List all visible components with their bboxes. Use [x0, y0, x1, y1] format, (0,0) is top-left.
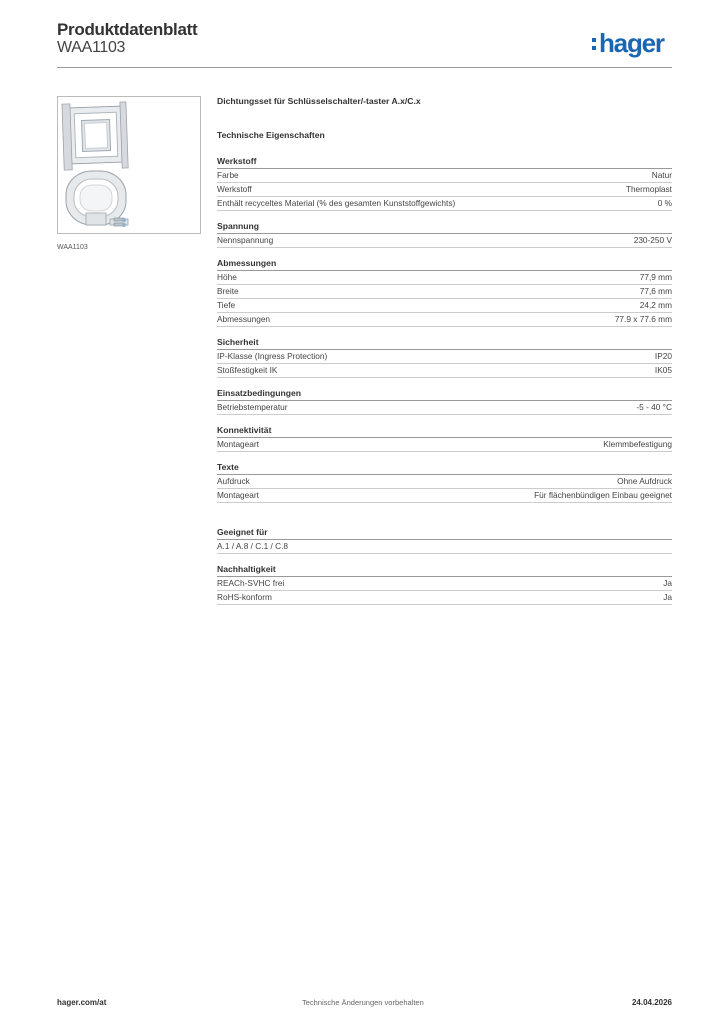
section-title: Werkstoff — [217, 155, 672, 169]
property-row — [217, 401, 672, 415]
property-value: 77,9 mm — [639, 272, 672, 282]
property-value: 230-250 V — [633, 235, 672, 245]
section-texte — [217, 461, 672, 503]
technical-properties-heading: Technische Eigenschaften — [217, 130, 325, 140]
property-value: Natur — [651, 170, 672, 180]
property-row — [217, 475, 672, 489]
property-label: Höhe — [217, 272, 237, 282]
property-label: Montageart — [217, 490, 259, 500]
footer-date: 24.04.2026 — [631, 998, 672, 1007]
section-title: Abmessungen — [217, 257, 672, 271]
property-row — [217, 591, 672, 605]
property-label: Stoßfestigkeit IK — [217, 365, 278, 375]
property-row — [217, 183, 672, 197]
section-title: Sicherheit — [217, 336, 672, 350]
image-caption: WAA1103 — [57, 244, 88, 251]
property-row — [217, 234, 672, 248]
product-image — [57, 96, 201, 234]
page-title: Produktdatenblatt — [57, 20, 198, 39]
property-value: Ja — [663, 592, 672, 602]
section-title: Geeignet für — [217, 526, 672, 540]
section-sicherheit — [217, 336, 672, 378]
section-title: Konnektivität — [217, 424, 672, 438]
footer-website: hager.com/at — [57, 998, 107, 1007]
article-number: WAA1103 — [57, 39, 126, 56]
hager-logo — [592, 28, 664, 58]
section-nachhaltigkeit — [217, 563, 672, 605]
property-value: -5 - 40 °C — [636, 402, 672, 412]
section-title: Einsatzbedingungen — [217, 387, 672, 401]
property-label: Farbe — [217, 170, 239, 180]
round-gasket — [66, 171, 126, 225]
property-label: REACh-SVHC frei — [217, 578, 285, 588]
property-value: IP20 — [654, 351, 672, 361]
property-row — [217, 489, 672, 503]
section-title: Nachhaltigkeit — [217, 563, 672, 577]
property-label: Tiefe — [217, 300, 236, 310]
property-label: Betriebstemperatur — [217, 402, 288, 412]
property-label: A.1 / A.8 / C.1 / C.8 — [217, 541, 289, 551]
header-divider — [57, 67, 672, 68]
property-row — [217, 350, 672, 364]
section-abmessungen — [217, 257, 672, 327]
property-value: 0 % — [657, 198, 672, 208]
section-geeignet-fuer — [217, 526, 672, 554]
property-value: Thermoplast — [625, 184, 672, 194]
property-row — [217, 364, 672, 378]
gasket-set-illustration — [58, 97, 200, 233]
section-werkstoff — [217, 155, 672, 211]
footer-note: Technische Änderungen vorbehalten — [302, 998, 424, 1007]
section-einsatzbedingungen — [217, 387, 672, 415]
product-name: Dichtungsset für Schlüsselschalter/-taster A.x/C.x — [217, 96, 421, 106]
property-row — [217, 540, 672, 554]
property-value: 24,2 mm — [639, 300, 672, 310]
property-value: Ja — [663, 578, 672, 588]
property-row — [217, 438, 672, 452]
property-value: Für flächenbündigen Einbau geeignet — [534, 490, 672, 500]
section-konnektivitaet — [217, 424, 672, 452]
property-value: 77.9 x 77.6 mm — [614, 314, 672, 324]
section-spannung — [217, 220, 672, 248]
property-row — [217, 313, 672, 327]
section-title: Texte — [217, 461, 672, 475]
property-label: Breite — [217, 286, 239, 296]
property-label: Enthält recyceltes Material (% des gesamten Kunststoffgewichts) — [217, 198, 456, 208]
property-row — [217, 271, 672, 285]
property-value: Ohne Aufdruck — [617, 476, 672, 486]
square-gasket — [62, 102, 128, 170]
property-row — [217, 169, 672, 183]
property-row — [217, 285, 672, 299]
property-value: Klemmbefestigung — [603, 439, 672, 449]
property-value: IK05 — [654, 365, 672, 375]
property-value: 77,6 mm — [639, 286, 672, 296]
logo-text: hager — [599, 28, 664, 58]
property-label: RoHS-konform — [217, 592, 272, 602]
property-label: IP-Klasse (Ingress Protection) — [217, 351, 328, 361]
datasheet-content — [217, 94, 672, 614]
property-label: Nennspannung — [217, 235, 274, 245]
property-row — [217, 577, 672, 591]
property-row — [217, 197, 672, 211]
section-title: Spannung — [217, 220, 672, 234]
property-label: Montageart — [217, 439, 259, 449]
property-label: Aufdruck — [217, 476, 250, 486]
property-label: Werkstoff — [217, 184, 252, 194]
property-row — [217, 299, 672, 313]
property-label: Abmessungen — [217, 314, 271, 324]
logo-dots-icon — [592, 28, 596, 58]
